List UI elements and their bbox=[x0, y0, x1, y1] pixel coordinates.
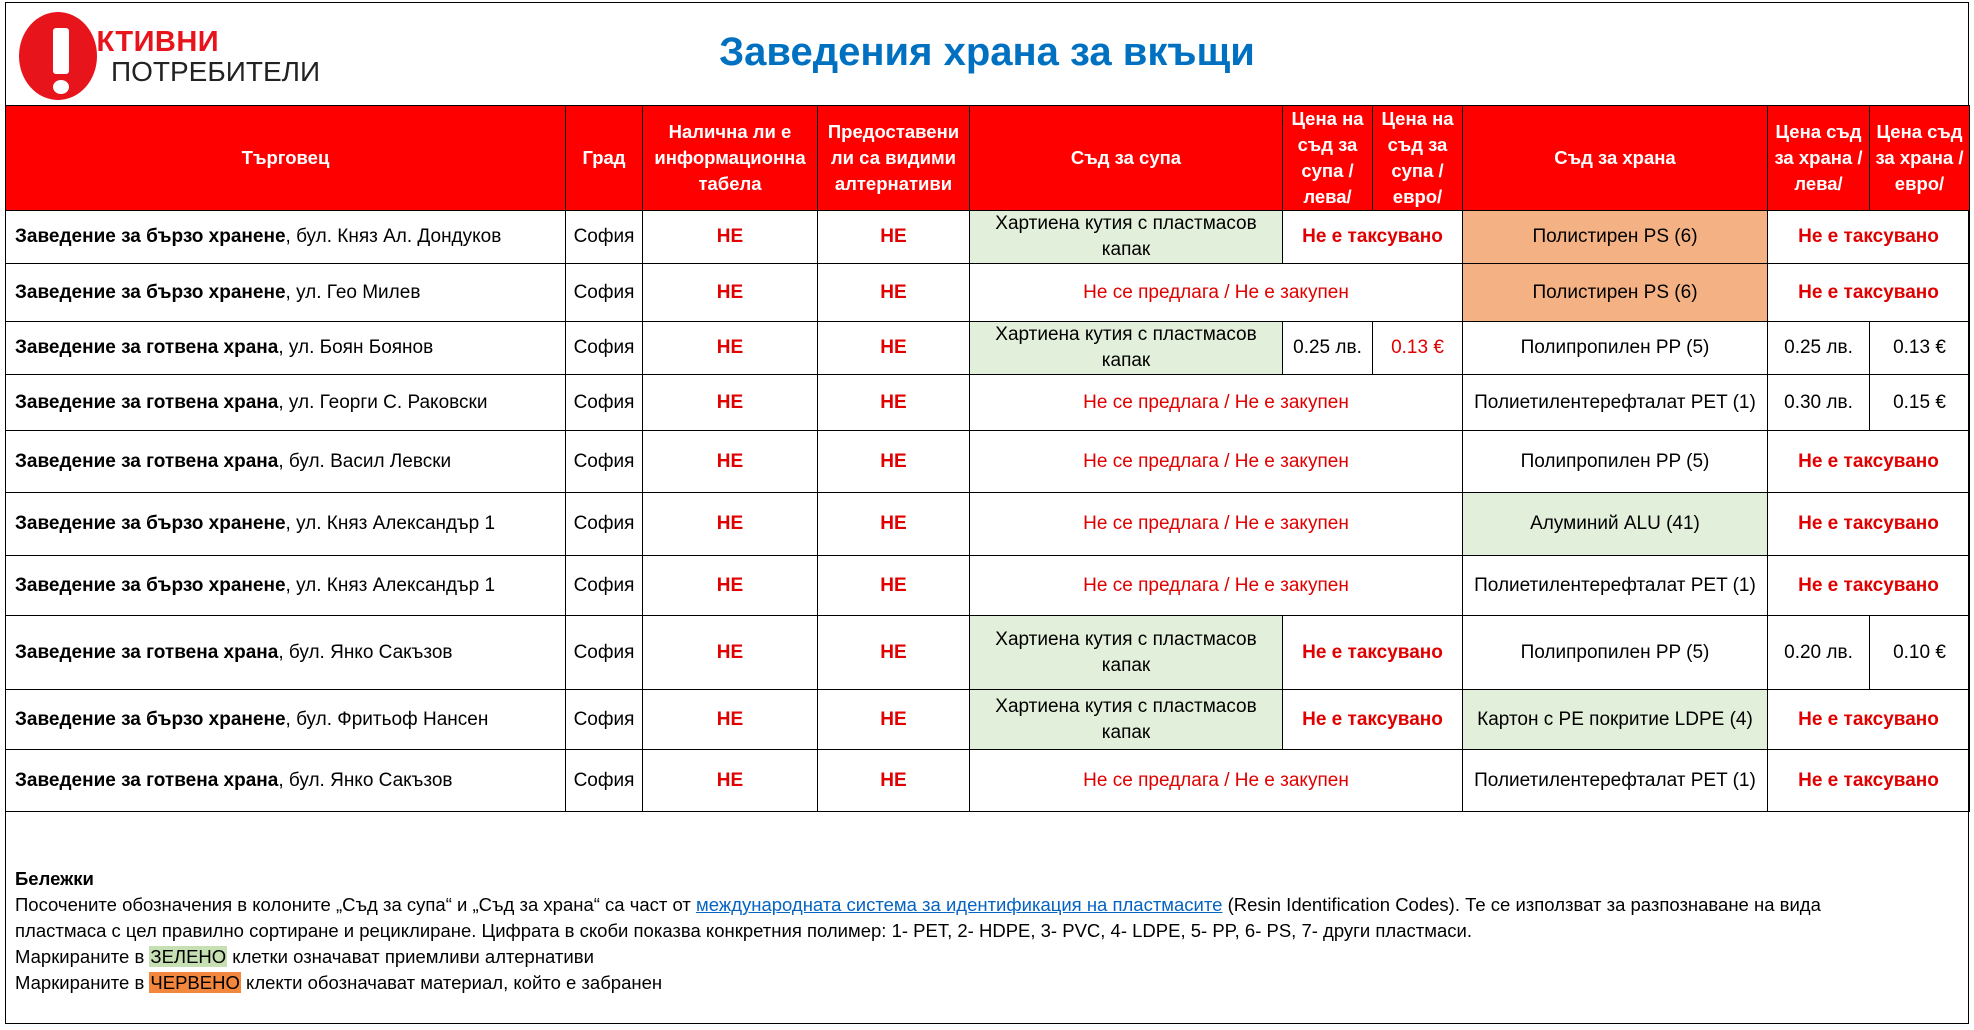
info-board-cell: НЕ bbox=[643, 264, 818, 322]
merchant-cell bbox=[6, 264, 566, 322]
info-board-cell: НЕ bbox=[643, 493, 818, 556]
table-row bbox=[6, 375, 1970, 431]
food-price-cell: Не е таксувано bbox=[1768, 493, 1970, 556]
notes-red-legend: Маркираните в ЧЕРВЕНО клекти обозначават материал, който е забранен bbox=[15, 972, 663, 993]
soup-container-cell: Хартиена кутия с пластмасов капак bbox=[970, 211, 1283, 264]
notes-green-legend: Маркираните в ЗЕЛЕНО клетки означават приемливи алтернативи bbox=[15, 946, 594, 967]
col-header-merchant: Търговец bbox=[6, 106, 566, 211]
merchant-type: Заведение за бързо хранене bbox=[15, 281, 286, 303]
col-header-food-price-eur: Цена съд за храна /евро/ bbox=[1870, 106, 1970, 211]
table-row bbox=[6, 264, 1970, 322]
merchant-address: , бул. Янко Сакъзов bbox=[278, 641, 453, 663]
red-highlight: ЧЕРВЕНО bbox=[150, 972, 240, 993]
food-price-cell: Не е таксувано bbox=[1768, 750, 1970, 812]
city-cell: София bbox=[566, 556, 643, 616]
header bbox=[5, 2, 1969, 105]
food-price-cell: Не е таксувано bbox=[1768, 690, 1970, 750]
merchant-address: , ул. Гео Милев bbox=[285, 281, 421, 303]
food-container-cell: Полипропилен PP (5) bbox=[1463, 322, 1768, 375]
header-row bbox=[6, 106, 1970, 211]
food-container-cell: Алуминий ALU (41) bbox=[1463, 493, 1768, 556]
col-header-info-board: Налична ли е информационна табела bbox=[643, 106, 818, 211]
food-price-eur-cell: 0.15 € bbox=[1870, 375, 1970, 431]
city-cell: София bbox=[566, 690, 643, 750]
merchant-cell bbox=[6, 375, 566, 431]
city-cell: София bbox=[566, 431, 643, 493]
soup-container-cell: Не се предлага / Не е закупен bbox=[970, 750, 1463, 812]
food-price-eur-cell: 0.13 € bbox=[1870, 322, 1970, 375]
food-container-cell: Полистирен PS (6) bbox=[1463, 211, 1768, 264]
col-header-soup-container: Съд за супа bbox=[970, 106, 1283, 211]
food-container-cell: Полистирен PS (6) bbox=[1463, 264, 1768, 322]
food-price-lev-cell: 0.30 лв. bbox=[1768, 375, 1870, 431]
info-board-cell: НЕ bbox=[643, 750, 818, 812]
food-price-cell: Не е таксувано bbox=[1768, 431, 1970, 493]
table-row bbox=[6, 211, 1970, 264]
table-row bbox=[6, 750, 1970, 812]
table-row bbox=[6, 690, 1970, 750]
city-cell: София bbox=[566, 493, 643, 556]
alternatives-cell: НЕ bbox=[818, 431, 970, 493]
city-cell: София bbox=[566, 616, 643, 690]
info-board-cell: НЕ bbox=[643, 616, 818, 690]
notes bbox=[15, 866, 1955, 996]
alternatives-cell: НЕ bbox=[818, 690, 970, 750]
merchant-address: , ул. Княз Александър 1 bbox=[285, 574, 496, 596]
table-row bbox=[6, 431, 1970, 493]
soup-container-cell: Не се предлага / Не е закупен bbox=[970, 556, 1463, 616]
merchant-address: , бул. Фритьоф Нансен bbox=[285, 708, 489, 730]
info-board-cell: НЕ bbox=[643, 690, 818, 750]
alternatives-cell: НЕ bbox=[818, 322, 970, 375]
city-cell: София bbox=[566, 322, 643, 375]
merchant-cell bbox=[6, 616, 566, 690]
merchant-type: Заведение за бързо хранене bbox=[15, 708, 286, 730]
soup-price-eur-cell: 0.13 € bbox=[1373, 322, 1463, 375]
alternatives-cell: НЕ bbox=[818, 750, 970, 812]
soup-container-cell: Не се предлага / Не е закупен bbox=[970, 493, 1463, 556]
table-row bbox=[6, 493, 1970, 556]
alternatives-cell: НЕ bbox=[818, 375, 970, 431]
info-board-cell: НЕ bbox=[643, 556, 818, 616]
merchant-address: , бул. Васил Левски bbox=[278, 450, 452, 472]
merchant-address: , ул. Георги С. Раковски bbox=[278, 391, 488, 413]
page-title: Заведения храна за вкъщи bbox=[719, 30, 1255, 74]
soup-container-cell: Не се предлага / Не е закупен bbox=[970, 264, 1463, 322]
food-price-eur-cell: 0.10 € bbox=[1870, 616, 1970, 690]
merchant-cell bbox=[6, 556, 566, 616]
merchant-type: Заведение за готвена храна bbox=[15, 391, 279, 413]
merchant-type: Заведение за готвена храна bbox=[15, 769, 279, 791]
food-container-cell: Полипропилен PP (5) bbox=[1463, 616, 1768, 690]
merchant-cell bbox=[6, 750, 566, 812]
food-price-lev-cell: 0.20 лв. bbox=[1768, 616, 1870, 690]
col-header-soup-price-eur: Цена на съд за супа /евро/ bbox=[1373, 106, 1463, 211]
food-price-cell: Не е таксувано bbox=[1768, 211, 1970, 264]
merchant-type: Заведение за готвена храна bbox=[15, 641, 279, 663]
soup-container-cell: Хартиена кутия с пластмасов капак bbox=[970, 690, 1283, 750]
soup-container-cell: Хартиена кутия с пластмасов капак bbox=[970, 322, 1283, 375]
green-highlight: ЗЕЛЕНО bbox=[150, 946, 227, 967]
merchant-type: Заведение за готвена храна bbox=[15, 337, 279, 358]
logo-line-1: АКТИВНИ bbox=[75, 26, 220, 58]
col-header-food-container: Съд за храна bbox=[1463, 106, 1768, 211]
alternatives-cell: НЕ bbox=[818, 616, 970, 690]
merchant-cell bbox=[6, 431, 566, 493]
merchant-address: , бул. Янко Сакъзов bbox=[278, 769, 453, 791]
soup-price-cell: Не е таксувано bbox=[1283, 690, 1463, 750]
merchant-type: Заведение за готвена храна bbox=[15, 450, 279, 472]
col-header-alternatives: Предоставени ли са видими алтернативи bbox=[818, 106, 970, 211]
alternatives-cell: НЕ bbox=[818, 211, 970, 264]
logo-line-2: ПОТРЕБИТЕЛИ bbox=[111, 56, 321, 87]
merchant-type: Заведение за бързо хранене bbox=[15, 574, 286, 596]
info-board-cell: НЕ bbox=[643, 375, 818, 431]
city-cell: София bbox=[566, 375, 643, 431]
food-price-cell: Не е таксувано bbox=[1768, 556, 1970, 616]
merchant-address: , бул. Княз Ал. Дондуков bbox=[285, 226, 502, 247]
merchant-type: Заведение за бързо хранене bbox=[15, 513, 286, 534]
soup-container-cell: Хартиена кутия с пластмасов капак bbox=[970, 616, 1283, 690]
merchant-cell bbox=[6, 322, 566, 375]
info-board-cell: НЕ bbox=[643, 431, 818, 493]
city-cell: София bbox=[566, 750, 643, 812]
soup-container-cell: Не се предлага / Не е закупен bbox=[970, 431, 1463, 493]
food-container-cell: Полипропилен PP (5) bbox=[1463, 431, 1768, 493]
city-cell: София bbox=[566, 211, 643, 264]
alternatives-cell: НЕ bbox=[818, 264, 970, 322]
food-container-cell: Полиетилентерефталат PET (1) bbox=[1463, 375, 1768, 431]
col-header-soup-price-lev: Цена на съд за супа /лева/ bbox=[1283, 106, 1373, 211]
notes-title: Бележки bbox=[15, 868, 94, 889]
city-cell: София bbox=[566, 264, 643, 322]
col-header-food-price-lev: Цена съд за храна /лева/ bbox=[1768, 106, 1870, 211]
soup-container-cell: Не се предлага / Не е закупен bbox=[970, 375, 1463, 431]
col-header-city: Град bbox=[566, 106, 643, 211]
soup-price-lev-cell: 0.25 лв. bbox=[1283, 322, 1373, 375]
table-row bbox=[6, 616, 1970, 690]
food-container-cell: Полиетилентерефталат PET (1) bbox=[1463, 556, 1768, 616]
food-price-cell: Не е таксувано bbox=[1768, 264, 1970, 322]
soup-price-cell: Не е таксувано bbox=[1283, 211, 1463, 264]
merchant-address: , ул. Боян Боянов bbox=[278, 337, 434, 358]
containers-table bbox=[5, 105, 1970, 812]
alternatives-cell: НЕ bbox=[818, 493, 970, 556]
table-row bbox=[6, 322, 1970, 375]
alternatives-cell: НЕ bbox=[818, 556, 970, 616]
food-container-cell: Картон с PE покритие LDPE (4) bbox=[1463, 690, 1768, 750]
notes-paragraph-2: пластмаса с цел правилно сортиране и рециклиране. Цифрата в скоби показва конкретния полимер: 1- PET, 2- HDPE, 3- PVC, 4- LDPE, 5- PP, 6- PS, 7- други пластмаси. bbox=[15, 920, 1472, 941]
merchant-address: , ул. Княз Александър 1 bbox=[285, 513, 496, 534]
table-row bbox=[6, 556, 1970, 616]
merchant-cell bbox=[6, 493, 566, 556]
notes-paragraph-1: Посочените обозначения в колоните „Съд за супа“ и „Съд за храна“ са част от международната система за идентификация на пластмасите (Resin Identification Codes). Те се използват за разпознаване на вида bbox=[15, 894, 1821, 915]
merchant-cell bbox=[6, 211, 566, 264]
merchant-cell bbox=[6, 690, 566, 750]
soup-price-cell: Не е таксувано bbox=[1283, 616, 1463, 690]
food-container-cell: Полиетилентерефталат PET (1) bbox=[1463, 750, 1768, 812]
resin-codes-link[interactable]: международната система за идентификация на пластмасите bbox=[696, 894, 1223, 915]
food-price-lev-cell: 0.25 лв. bbox=[1768, 322, 1870, 375]
info-board-cell: НЕ bbox=[643, 322, 818, 375]
info-board-cell: НЕ bbox=[643, 211, 818, 264]
merchant-type: Заведение за бързо хранене bbox=[15, 226, 286, 247]
